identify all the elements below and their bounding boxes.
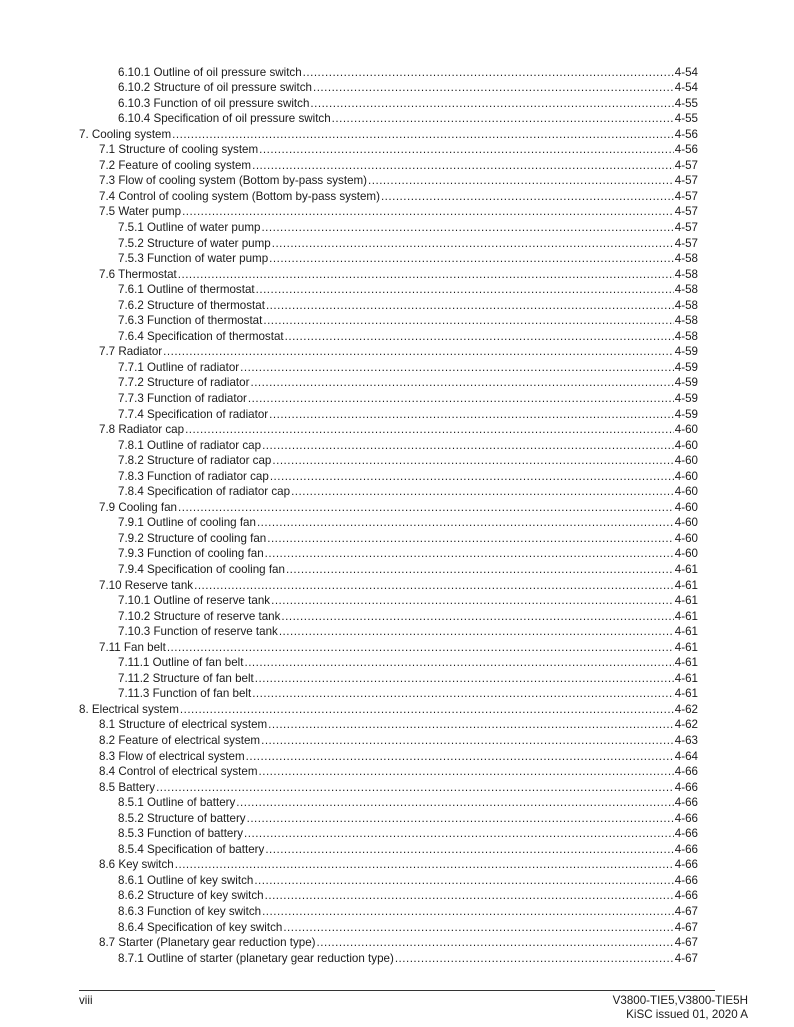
dot-leader	[252, 686, 674, 702]
toc-entry-title: 7.7.1 Outline of radiator	[118, 360, 240, 374]
dot-leader	[262, 904, 674, 920]
toc-entry-title: 7.6.2 Structure of thermostat	[118, 298, 265, 312]
dot-leader	[272, 236, 674, 252]
toc-entry-page: 4-57	[674, 189, 698, 203]
dot-leader	[261, 733, 674, 749]
toc-entry[interactable]	[99, 717, 698, 733]
toc-entry[interactable]	[118, 888, 698, 904]
toc-entry-page: 4-55	[674, 112, 698, 126]
toc-entry-title: 7.9.2 Structure of cooling fan	[118, 531, 267, 545]
toc-entry[interactable]	[118, 920, 698, 936]
dot-leader	[269, 251, 674, 267]
toc-entry-title: 8.7.1 Outline of starter (planetary gear reduction type)	[118, 951, 394, 965]
toc-entry[interactable]	[99, 189, 698, 205]
toc-entry-page: 4-67	[674, 951, 698, 965]
dot-leader	[265, 546, 674, 562]
toc-entry-page: 4-63	[674, 734, 698, 748]
dot-leader	[167, 640, 674, 656]
toc-entry-title: 7.7.3 Function of radiator	[118, 391, 247, 405]
toc-entry[interactable]	[118, 111, 698, 127]
toc-entry-title: 8.3 Flow of electrical system	[99, 749, 245, 763]
toc-entry-page: 4-58	[674, 298, 698, 312]
toc-entry-page: 4-55	[674, 96, 698, 110]
dot-leader	[163, 344, 674, 360]
dot-leader	[250, 375, 673, 391]
dot-leader	[252, 158, 674, 174]
toc-entry[interactable]	[118, 951, 698, 967]
toc-entry[interactable]	[118, 298, 698, 314]
dot-leader	[281, 609, 673, 625]
toc-entry-page: 4-61	[674, 687, 698, 701]
toc-entry-title: 8.6.4 Specification of key switch	[118, 920, 283, 934]
toc-entry-page: 4-57	[674, 205, 698, 219]
dot-leader	[236, 795, 673, 811]
dot-leader	[180, 702, 674, 718]
toc-entry[interactable]	[118, 609, 698, 625]
toc-entry-title: 7.4 Control of cooling system (Bottom by-pass system)	[99, 189, 380, 203]
dot-leader	[270, 469, 674, 485]
dot-leader	[246, 749, 674, 765]
dot-leader	[265, 888, 674, 904]
dot-leader	[178, 267, 674, 283]
toc-entry-page: 4-57	[674, 220, 698, 234]
toc-entry-page: 4-59	[674, 407, 698, 421]
toc-entry-page: 4-60	[674, 516, 698, 530]
toc-entry-title: 8.5.1 Outline of battery	[118, 796, 236, 810]
toc-entry-title: 8.6.1 Outline of key switch	[118, 873, 254, 887]
dot-leader	[244, 826, 674, 842]
toc-entry[interactable]	[118, 251, 698, 267]
toc-entry-page: 4-60	[674, 438, 698, 452]
toc-entry[interactable]	[118, 313, 698, 329]
toc-entry-title: 7.3 Flow of cooling system (Bottom by-pass system)	[99, 174, 368, 188]
toc-entry-page: 4-61	[674, 609, 698, 623]
toc-entry-title: 7.6 Thermostat	[99, 267, 177, 281]
dot-leader	[368, 173, 674, 189]
toc-entry[interactable]	[118, 80, 698, 96]
dot-leader	[381, 189, 674, 205]
toc-entry-title: 7.10.3 Function of reserve tank	[118, 625, 278, 639]
toc-entry-title: 7.11.2 Structure of fan belt	[118, 671, 254, 685]
toc-entry[interactable]	[118, 842, 698, 858]
dot-leader	[255, 671, 674, 687]
dot-leader	[240, 360, 674, 376]
dot-leader	[317, 935, 674, 951]
toc-entry[interactable]	[118, 624, 698, 640]
toc-entry-page: 4-61	[674, 656, 698, 670]
toc-entry-page: 4-60	[674, 485, 698, 499]
toc-entry-page: 4-54	[674, 65, 698, 79]
toc-entry-page: 4-54	[674, 81, 698, 95]
toc-entry[interactable]	[118, 593, 698, 609]
toc-entry-title: 7.7 Radiator	[99, 345, 163, 359]
toc-entry[interactable]	[118, 453, 698, 469]
dot-leader	[259, 142, 674, 158]
toc-entry-page: 4-61	[674, 563, 698, 576]
toc-entry-title: 7.2 Feature of cooling system	[99, 158, 252, 172]
dot-leader	[271, 593, 674, 609]
toc-entry[interactable]	[79, 702, 698, 718]
dot-leader	[266, 298, 674, 314]
toc-entry[interactable]	[118, 282, 698, 298]
dot-leader	[285, 329, 674, 345]
footer-model: V3800-TIE5,V3800-TIE5H	[612, 994, 748, 1007]
toc-entry-title: 7.8.1 Outline of radiator cap	[118, 438, 262, 452]
toc-entry-page: 4-67	[674, 920, 698, 934]
toc-entry-page: 4-67	[674, 905, 698, 919]
toc-entry[interactable]	[118, 811, 698, 827]
dot-leader	[263, 313, 673, 329]
toc-entry-page: 4-60	[674, 423, 698, 437]
toc-entry-page: 4-58	[674, 314, 698, 328]
toc-entry-title: 7.10.1 Outline of reserve tank	[118, 594, 271, 608]
toc-entry-title: 8.5.4 Specification of battery	[118, 842, 265, 856]
dot-leader	[332, 111, 674, 127]
dot-leader	[262, 438, 674, 454]
toc-entry[interactable]	[99, 500, 698, 516]
toc-entry[interactable]	[118, 96, 698, 112]
toc-entry[interactable]	[99, 764, 698, 780]
toc-entry-title: 8.6.3 Function of key switch	[118, 905, 262, 919]
toc-entry-page: 4-66	[674, 811, 698, 825]
toc-entry[interactable]	[99, 142, 698, 158]
toc-entry-title: 7.5 Water pump	[99, 205, 182, 219]
dot-leader	[283, 920, 673, 936]
dot-leader	[286, 562, 674, 578]
dot-leader	[279, 624, 674, 640]
toc-entry[interactable]	[118, 531, 698, 547]
dot-leader	[256, 282, 674, 298]
toc-entry-page: 4-61	[674, 594, 698, 608]
toc-entry-title: 8.6 Key switch	[99, 858, 174, 872]
toc-entry-title: 7.9.1 Outline of cooling fan	[118, 516, 256, 530]
toc-entry-page: 4-59	[674, 345, 698, 359]
dot-leader	[272, 453, 673, 469]
toc-entry-page: 4-56	[674, 143, 698, 157]
dot-leader	[172, 127, 674, 143]
toc-entry-title: 7.11 Fan belt	[99, 640, 166, 654]
toc-entry-page: 4-58	[674, 329, 698, 343]
toc-entry-page: 4-66	[674, 889, 698, 903]
dot-leader	[259, 764, 674, 780]
toc-entry[interactable]	[99, 173, 698, 189]
dot-leader	[267, 531, 674, 547]
toc-entry[interactable]	[118, 562, 698, 578]
toc-entry-page: 4-66	[674, 796, 698, 810]
table-of-contents	[0, 65, 794, 967]
toc-entry-page: 4-59	[674, 376, 698, 390]
toc-entry-title: 7.6.1 Outline of thermostat	[118, 283, 255, 297]
dot-leader	[156, 780, 674, 796]
toc-entry-title: 7.7.2 Structure of radiator	[118, 376, 250, 390]
toc-entry-title: 7.8.4 Specification of radiator cap	[118, 485, 291, 499]
toc-entry[interactable]	[118, 686, 698, 702]
toc-entry[interactable]	[118, 391, 698, 407]
toc-entry-title: 6.10.4 Specification of oil pressure switch	[118, 112, 331, 126]
toc-entry[interactable]	[99, 422, 698, 438]
toc-entry-page: 4-58	[674, 283, 698, 297]
dot-leader	[185, 422, 674, 438]
dot-leader	[268, 717, 674, 733]
toc-entry-page: 4-60	[674, 469, 698, 483]
toc-entry[interactable]	[118, 826, 698, 842]
toc-entry-title: 8.1 Structure of electrical system	[99, 718, 268, 732]
dot-leader	[395, 951, 674, 967]
dot-leader	[175, 857, 674, 873]
toc-entry-title: 7.6.4 Specification of thermostat	[118, 329, 284, 343]
toc-entry[interactable]	[118, 236, 698, 252]
dot-leader	[244, 655, 673, 671]
dot-leader	[313, 80, 674, 96]
toc-entry[interactable]	[118, 438, 698, 454]
toc-entry-page: 4-56	[674, 127, 698, 141]
toc-entry[interactable]	[118, 65, 698, 81]
toc-entry-title: 7.5.2 Structure of water pump	[118, 236, 271, 250]
dot-leader	[247, 811, 674, 827]
toc-entry[interactable]	[118, 515, 698, 531]
dot-leader	[261, 220, 673, 236]
toc-entry[interactable]	[118, 795, 698, 811]
toc-entry-page: 4-61	[674, 625, 698, 639]
toc-entry-title: 8.5.3 Function of battery	[118, 827, 244, 841]
toc-entry-page: 4-60	[674, 531, 698, 545]
toc-entry-title: 6.10.3 Function of oil pressure switch	[118, 96, 310, 110]
dot-leader	[257, 515, 674, 531]
footer-divider	[79, 990, 715, 991]
toc-entry[interactable]	[99, 158, 698, 174]
toc-entry-title: 8.4 Control of electrical system	[99, 765, 258, 779]
toc-entry[interactable]	[118, 469, 698, 485]
dot-leader	[265, 842, 673, 858]
toc-entry-page: 4-66	[674, 873, 698, 887]
toc-entry-page: 4-61	[674, 578, 698, 592]
toc-entry[interactable]	[118, 546, 698, 562]
toc-entry[interactable]	[99, 749, 698, 765]
toc-entry-page: 4-62	[674, 702, 698, 716]
toc-entry-page: 4-60	[674, 454, 698, 468]
toc-entry-page: 4-58	[674, 267, 698, 281]
toc-entry-title: 7.11.3 Function of fan belt	[118, 687, 252, 701]
toc-entry[interactable]	[99, 733, 698, 749]
toc-entry[interactable]	[118, 375, 698, 391]
toc-entry-title: 7.6.3 Function of thermostat	[118, 314, 263, 328]
toc-entry-page: 4-66	[674, 842, 698, 856]
toc-entry[interactable]	[99, 780, 698, 796]
dot-leader	[248, 391, 674, 407]
toc-entry-page: 4-62	[674, 718, 698, 732]
toc-entry-page: 4-61	[674, 671, 698, 685]
dot-leader	[310, 96, 673, 112]
toc-entry-title: 7.8.2 Structure of radiator cap	[118, 454, 272, 468]
toc-entry[interactable]	[118, 904, 698, 920]
toc-entry[interactable]	[118, 484, 698, 500]
toc-entry-title: 7.10.2 Structure of reserve tank	[118, 609, 281, 623]
toc-entry[interactable]	[99, 204, 698, 220]
toc-entry-page: 4-66	[674, 780, 698, 794]
toc-entry-title: 7.5.1 Outline of water pump	[118, 220, 261, 234]
toc-entry-title: 7.8 Radiator cap	[99, 423, 185, 437]
dot-leader	[291, 484, 674, 500]
toc-entry-title: 8.2 Feature of electrical system	[99, 734, 261, 748]
toc-entry-title: 7.9.4 Specification of cooling fan	[118, 563, 285, 576]
toc-entry-page: 4-60	[674, 547, 698, 561]
toc-entry[interactable]	[118, 407, 698, 423]
toc-entry-page: 4-59	[674, 391, 698, 405]
dot-leader	[178, 500, 674, 516]
toc-entry[interactable]	[118, 671, 698, 687]
toc-entry-title: 7. Cooling system	[79, 127, 172, 141]
toc-entry-page: 4-61	[674, 640, 698, 654]
dot-leader	[194, 578, 674, 594]
toc-entry-page: 4-57	[674, 158, 698, 172]
toc-entry-page: 4-59	[674, 360, 698, 374]
dot-leader	[269, 407, 674, 423]
toc-entry[interactable]	[118, 360, 698, 376]
toc-entry-title: 6.10.2 Structure of oil pressure switch	[118, 81, 312, 95]
toc-entry-title: 8.6.2 Structure of key switch	[118, 889, 264, 903]
toc-entry[interactable]	[79, 127, 698, 143]
toc-entry-title: 8. Electrical system	[79, 702, 179, 716]
toc-entry-page: 4-58	[674, 252, 698, 266]
toc-entry-title: 7.10 Reserve tank	[99, 578, 194, 592]
footer-document-info	[613, 994, 748, 1022]
toc-entry[interactable]	[118, 655, 698, 671]
toc-entry[interactable]	[118, 220, 698, 236]
dot-leader	[303, 65, 674, 81]
toc-entry-title: 7.5.3 Function of water pump	[118, 252, 269, 266]
toc-entry[interactable]	[99, 640, 698, 656]
dot-leader	[182, 204, 674, 220]
toc-entry-title: 7.7.4 Specification of radiator	[118, 407, 269, 421]
toc-entry-title: 7.9.3 Function of cooling fan	[118, 547, 264, 561]
toc-entry[interactable]	[118, 873, 698, 889]
toc-entry-title: 7.9 Cooling fan	[99, 500, 177, 514]
toc-entry-page: 4-60	[674, 500, 698, 514]
toc-entry[interactable]	[99, 857, 698, 873]
dot-leader	[254, 873, 673, 889]
toc-entry-title: 7.8.3 Function of radiator cap	[118, 469, 269, 483]
toc-entry[interactable]	[99, 935, 698, 951]
toc-entry[interactable]	[99, 344, 698, 360]
toc-entry-title: 7.1 Structure of cooling system	[99, 143, 259, 157]
toc-entry-page: 4-67	[674, 936, 698, 950]
toc-entry[interactable]	[118, 329, 698, 345]
toc-entry-page: 4-64	[674, 749, 698, 763]
toc-entry[interactable]	[99, 578, 698, 594]
toc-entry-page: 4-66	[674, 858, 698, 872]
toc-entry[interactable]	[99, 267, 698, 283]
toc-entry-title: 6.10.1 Outline of oil pressure switch	[118, 65, 302, 79]
toc-entry-title: 7.11.1 Outline of fan belt	[118, 656, 244, 670]
toc-entry-title: 8.7 Starter (Planetary gear reduction type)	[99, 936, 316, 950]
toc-entry-page: 4-66	[674, 827, 698, 841]
footer-issue: KiSC issued 01, 2020 A	[626, 1008, 748, 1021]
toc-entry-page: 4-57	[674, 174, 698, 188]
footer-page-number: viii	[79, 994, 93, 1007]
toc-entry-title: 8.5.2 Structure of battery	[118, 811, 246, 825]
toc-entry-page: 4-66	[674, 765, 698, 779]
toc-entry-page: 4-57	[674, 236, 698, 250]
toc-entry-title: 8.5 Battery	[99, 780, 156, 794]
